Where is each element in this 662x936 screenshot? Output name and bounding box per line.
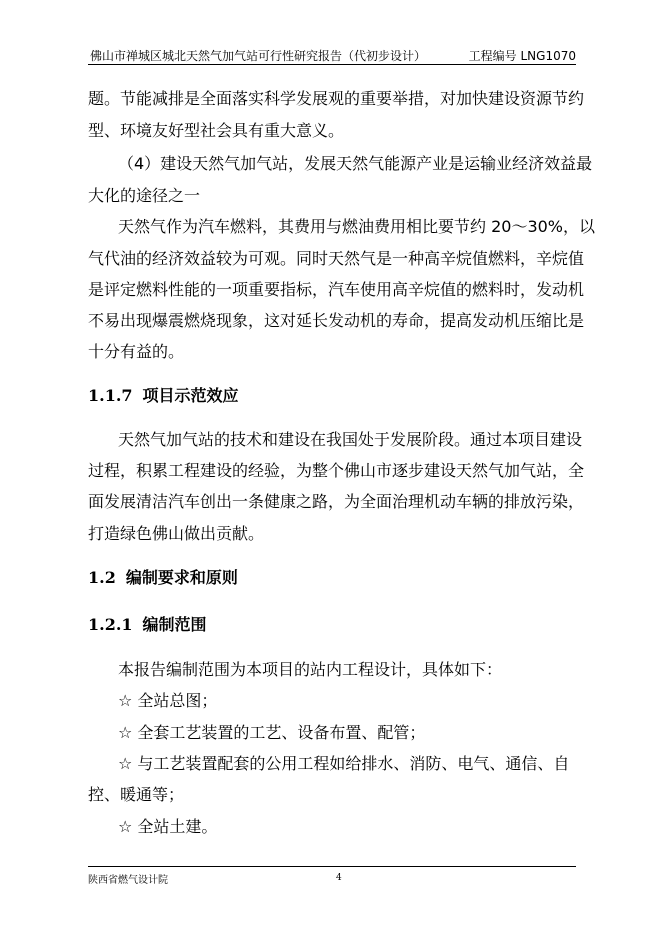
footer-organization: 陕西省燃气设计院 bbox=[88, 875, 168, 886]
section-number: 1.2.1 bbox=[88, 615, 133, 634]
body-line: 型、环境友好型社会具有重大意义。 bbox=[88, 121, 345, 140]
section-heading-1-2-1 bbox=[88, 614, 207, 636]
section-title: 编制范围 bbox=[142, 615, 207, 634]
body-line: 气代油的经济效益较为可观。同时天然气是一种高辛烷值燃料，辛烷值 bbox=[88, 249, 585, 268]
section-heading-1-2 bbox=[88, 567, 238, 589]
section-number: 1.1.7 bbox=[88, 386, 133, 405]
section-heading-1-1-7 bbox=[88, 385, 239, 407]
body-line: 是评定燃料性能的一项重要指标，汽车使用高辛烷值的燃料时，发动机 bbox=[88, 280, 585, 299]
body-line: 十分有益的。 bbox=[88, 342, 185, 361]
header-title: 佛山市禅城区城北天然气加气站可行性研究报告（代初步设计） bbox=[90, 49, 427, 63]
list-item-continuation: 控、暖通等； bbox=[88, 785, 185, 804]
section-title: 编制要求和原则 bbox=[125, 568, 238, 587]
list-item: ☆ 全站土建。 bbox=[118, 817, 218, 836]
body-line: 题。节能减排是全面落实科学发展观的重要举措，对加快建设资源节约 bbox=[88, 89, 585, 108]
body-line: 过程，积累工程建设的经验，为整个佛山市逐步建设天然气加气站，全 bbox=[88, 461, 585, 480]
header-project-number: 工程编号 LNG1070 bbox=[468, 49, 576, 63]
page-header bbox=[88, 44, 576, 65]
page-number: 4 bbox=[336, 873, 342, 883]
body-line: 面发展清洁汽车创出一条健康之路，为全面治理机动车辆的排放污染， bbox=[88, 492, 585, 511]
list-item: ☆ 全站总图； bbox=[118, 691, 218, 710]
section-number: 1.2 bbox=[88, 568, 116, 587]
body-line: 本报告编制范围为本项目的站内工程设计，具体如下： bbox=[118, 660, 503, 679]
body-line: 天然气加气站的技术和建设在我国处于发展阶段。通过本项目建设 bbox=[118, 430, 583, 449]
section-title: 项目示范效应 bbox=[142, 386, 239, 405]
body-line: 不易出现爆震燃烧现象，这对延长发动机的寿命，提高发动机压缩比是 bbox=[88, 311, 585, 330]
body-line: （4）建设天然气加气站，发展天然气能源产业是运输业经济效益最 bbox=[118, 154, 593, 173]
body-line: 大化的途径之一 bbox=[88, 186, 201, 205]
list-item: ☆ 全套工艺装置的工艺、设备布置、配管； bbox=[118, 723, 426, 742]
list-item: ☆ 与工艺装置配套的公用工程如给排水、消防、电气、通信、自 bbox=[118, 754, 570, 773]
body-line: 天然气作为汽车燃料，其费用与燃油费用相比要节约 20～30%，以 bbox=[118, 217, 596, 236]
body-line: 打造绿色佛山做出贡献。 bbox=[88, 524, 265, 543]
page-footer bbox=[88, 866, 576, 886]
